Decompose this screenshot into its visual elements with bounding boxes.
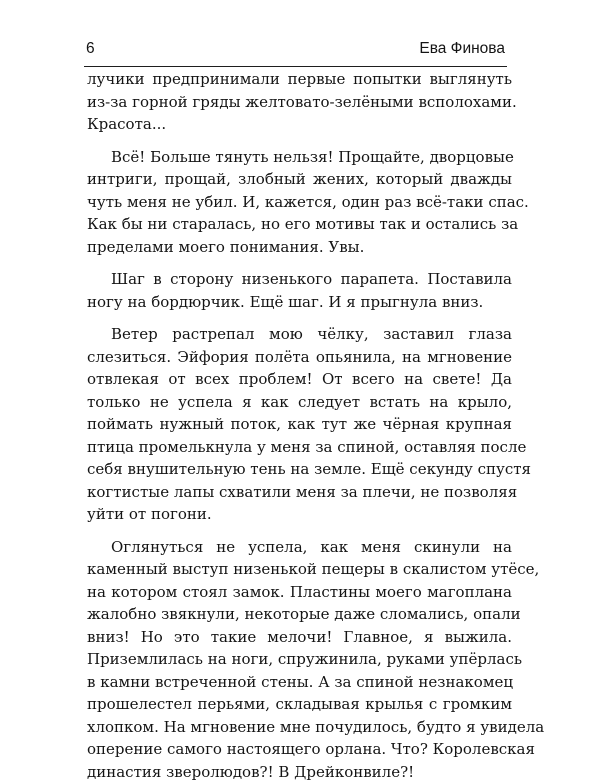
text-line: пределами моего понимания. Увы.	[87, 236, 512, 259]
page-header	[84, 36, 507, 67]
text-line: себя внушительную тень на земле. Ещё секунду спустя	[87, 458, 512, 481]
text-line: Всё! Больше тянуть нельзя! Прощайте, дворцовые	[87, 146, 512, 169]
text-line: слезиться. Эйфория полёта опьянила, на мгновение	[87, 346, 512, 369]
text-line: жалобно звякнули, некоторые даже сломались, опали	[87, 603, 512, 626]
text-line: хлопком. На мгновение мне почудилось, будто я увидела	[87, 716, 512, 739]
text-line: Как бы ни старалась, но его мотивы так и остались за	[87, 213, 512, 236]
text-line: лучики предпринимали первые попытки выглянуть	[87, 68, 512, 91]
text-line: ногу на бордюрчик. Ещё шаг. И я прыгнула вниз.	[87, 291, 512, 314]
text-line: династия зверолюдов?! В Дрейконвиле?!	[87, 761, 512, 783]
paragraph	[87, 146, 512, 259]
text-line: интриги, прощай, злобный жених, который дважды	[87, 168, 512, 191]
text-line: в камни встреченной стены. А за спиной незнакомец	[87, 671, 512, 694]
text-line: оперение самого настоящего орлана. Что? Королевская	[87, 738, 512, 761]
text-line: только не успела я как следует встать на крыло,	[87, 391, 512, 414]
paragraph	[87, 68, 512, 136]
paragraph	[87, 536, 512, 783]
running-title-author: Ева Финова	[419, 40, 505, 58]
paragraph	[87, 323, 512, 526]
text-line: отвлекая от всех проблем! От всего на свете! Да	[87, 368, 512, 391]
text-line: из-за горной гряды желтовато-зелёными всполохами.	[87, 91, 512, 114]
text-line: каменный выступ низенькой пещеры в скалистом утёсе,	[87, 558, 512, 581]
body-text	[87, 68, 512, 783]
text-line: поймать нужный поток, как тут же чёрная крупная	[87, 413, 512, 436]
text-line: уйти от погони.	[87, 503, 512, 526]
text-line: птица промелькнула у меня за спиной, оставляя после	[87, 436, 512, 459]
text-line: прошелестел перьями, складывая крылья с громким	[87, 693, 512, 716]
text-line: вниз! Но это такие мелочи! Главное, я выжила.	[87, 626, 512, 649]
text-line: на котором стоял замок. Пластины моего магоплана	[87, 581, 512, 604]
text-line: когтистые лапы схватили меня за плечи, не позволяя	[87, 481, 512, 504]
text-line: Ветер растрепал мою чёлку, заставил глаза	[87, 323, 512, 346]
text-line: Красота...	[87, 113, 512, 136]
page-number: 6	[86, 40, 95, 58]
text-line: Шаг в сторону низенького парапета. Поставила	[87, 268, 512, 291]
text-line: чуть меня не убил. И, кажется, один раз всё-таки спас.	[87, 191, 512, 214]
text-line: Приземлилась на ноги, спружинила, руками упёрлась	[87, 648, 512, 671]
paragraph	[87, 268, 512, 313]
text-line: Оглянуться не успела, как меня скинули на	[87, 536, 512, 559]
